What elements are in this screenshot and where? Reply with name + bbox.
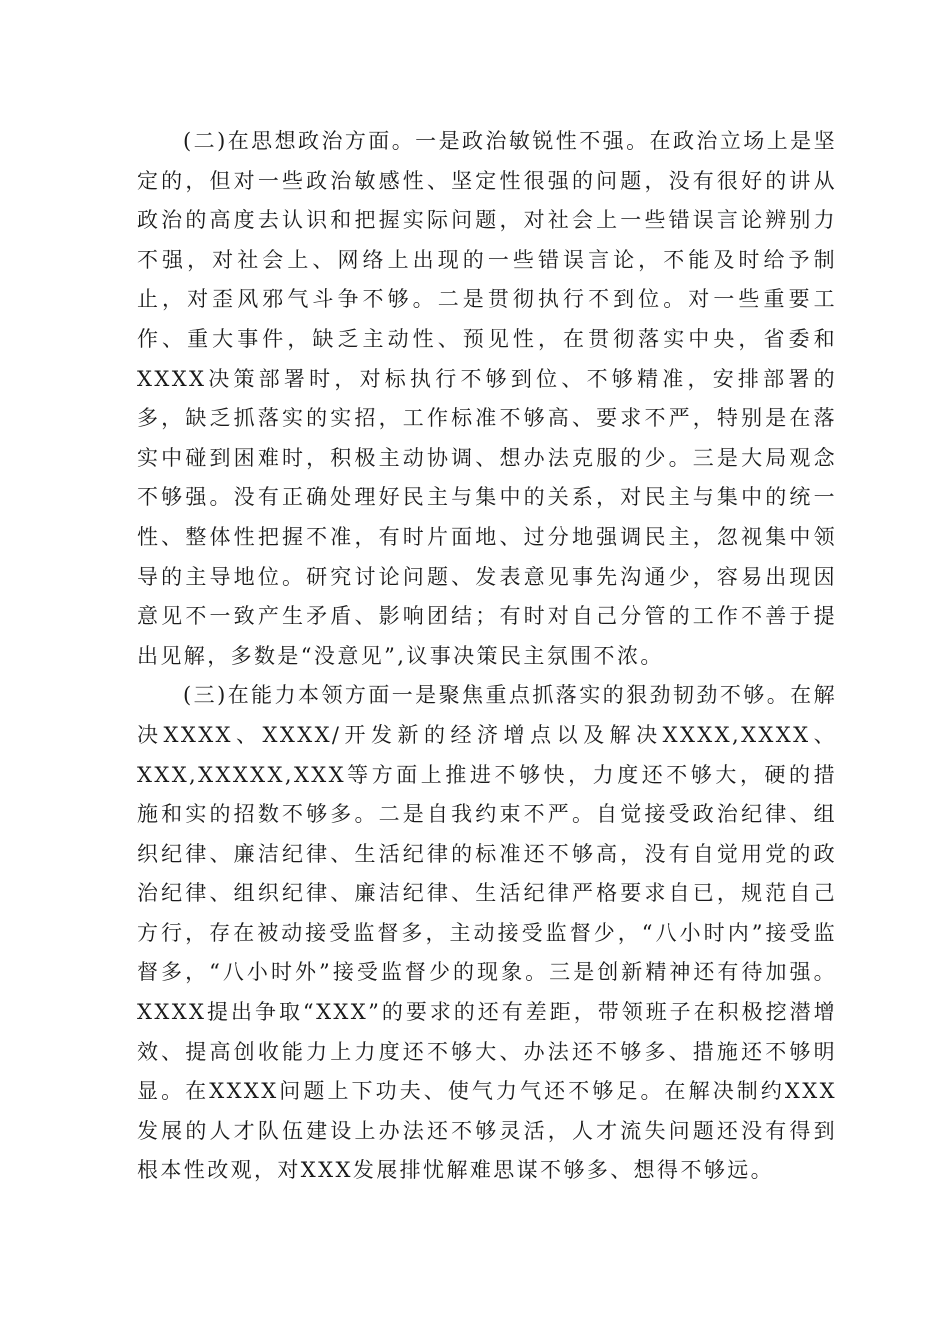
paragraph-political-thought: (二)在思想政治方面。一是政治敏锐性不强。在政治立场上是坚定的，但对一些政治敏感性、坚定性很强的问题，没有很好的讲从政治的高度去认识和把握实际问题，对社会上一些错误言论辨别力不强，对社会上、网络上出现的一些错误言论，不能及时给予制止，对歪风邪气斗争不够。二是贯彻执行不到位。对一些重要工作、重大事件，缺乏主动性、预见性，在贯彻落实中央，省委和XXXX决策部署时，对标执行不够到位、不够精准，安排部署的多，缺乏抓落实的实招，工作标准不够高、要求不严，特别是在落实中碰到困难时，积极主动协调、想办法克服的少。三是大局观念不够强。没有正确处理好民主与集中的关系，对民主与集中的统一性、整体性把握不准，有时片面地、过分地强调民主，忽视集中领导的主导地位。研究讨论问题、发表意见事先沟通少，容易出现因意见不一致产生矛盾、影响团结；有时对自己分管的工作不善于提出见解，多数是“没意见”,议事决策民主氛围不浓。 [137,129,837,668]
body-text [137,122,837,1191]
paragraph-ability: (三)在能力本领方面一是聚焦重点抓落实的狠劲韧劲不够。在解决XXXX、XXXX/开发新的经济增点以及解决XXXX,XXXX、XXX,XXXXX,XXX等方面上推进不够快，力度还不够大，硬的措施和实的招数不够多。二是自我约束不严。自觉接受政治纪律、组织纪律、廉洁纪律、生活纪律的标准还不够高，没有自觉用党的政治纪律、组织纪律、廉洁纪律、生活纪律严格要求自已，规范自己方行，存在被动接受监督多，主动接受监督少，“八小时内”接受监督多，“八小时外”接受监督少的现象。三是创新精神还有待加强。XXXX提出争取“XXX”的要求的还有差距，带领班子在积极挖潜增效、提高创收能力上力度还不够大、办法还不够多、措施还不够明显。在XXXX问题上下功夫、使气力气还不够足。在解决制约XXX发展的人才队伍建设上办法还不够灵活，人才流失问题还没有得到根本性改观，对XXX发展排忧解难思谋不够多、想得不够远。 [137,683,837,1183]
